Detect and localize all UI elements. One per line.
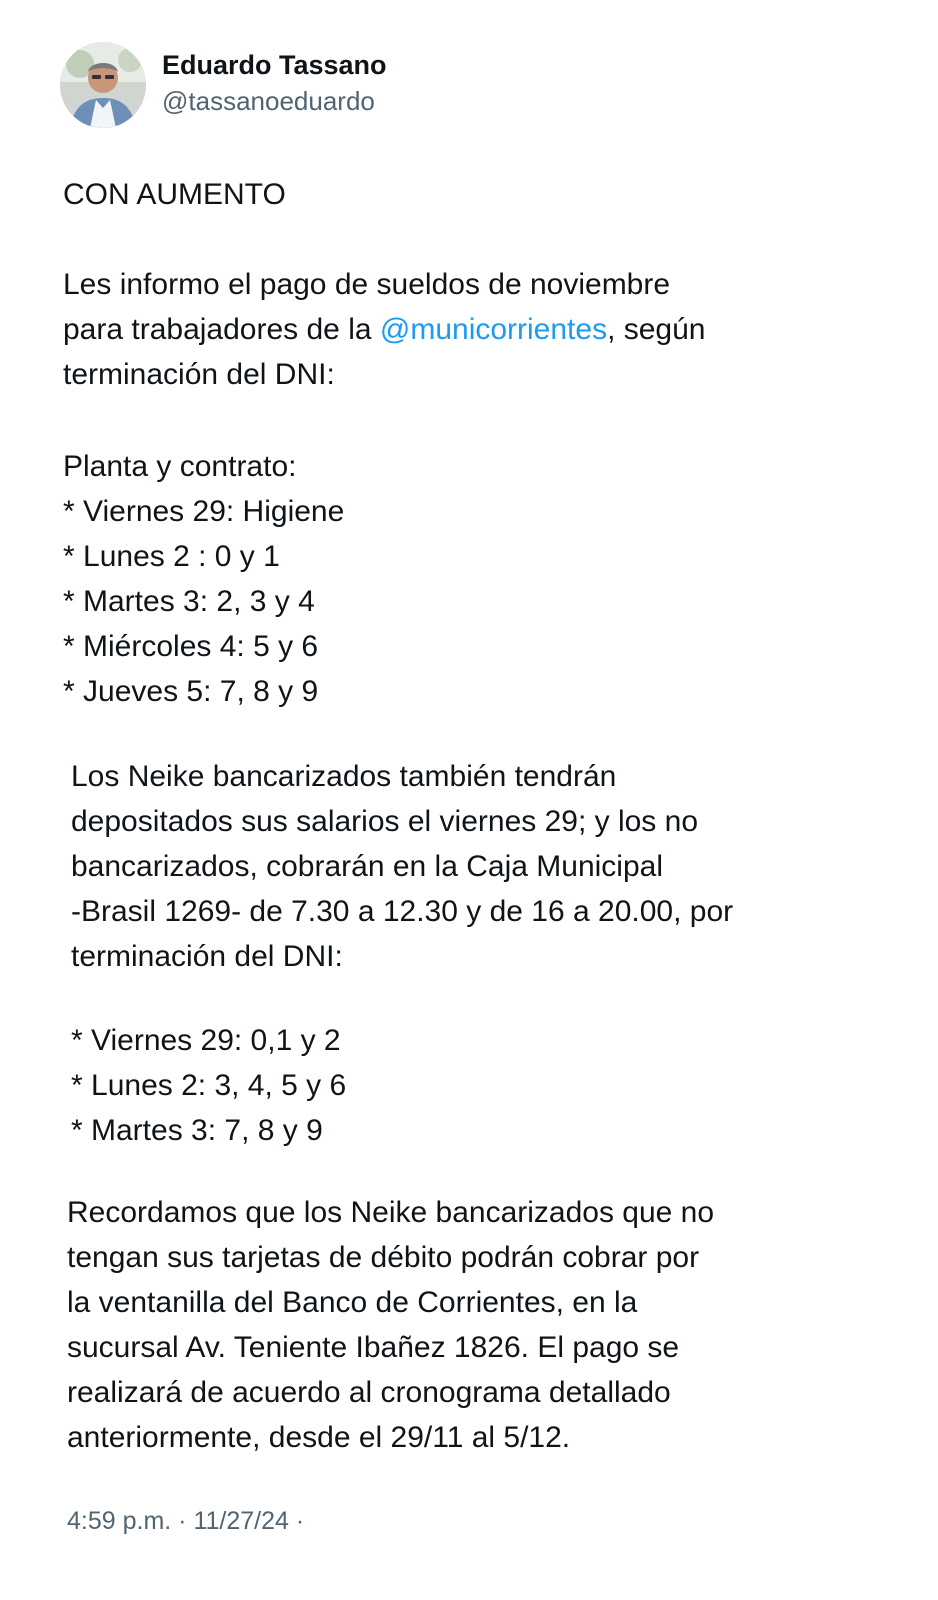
planta-title: Planta y contrato:: [63, 450, 297, 483]
intro-line-2-before: para trabajadores de la: [63, 313, 380, 346]
reminder-line: la ventanilla del Banco de Corrientes, en la: [67, 1286, 638, 1319]
tweet-timestamp[interactable]: 4:59 p.m. · 11/27/24 ·: [67, 1507, 305, 1535]
neike-line: bancarizados, cobrarán en la Caja Municipal: [71, 850, 664, 883]
neike-line: terminación del DNI:: [71, 940, 343, 973]
neike-schedule: [71, 1018, 346, 1153]
neike-line: -Brasil 1269- de 7.30 a 12.30 y de 16 a 20.00, por: [71, 895, 734, 928]
intro-line-3: terminación del DNI:: [63, 358, 335, 391]
list-item: * Jueves 5: 7, 8 y 9: [63, 675, 319, 708]
headline-line: CON AUMENTO: [63, 178, 286, 211]
reminder-line: realizará de acuerdo al cronograma detallado: [67, 1376, 671, 1409]
person-photo-icon: [60, 42, 146, 128]
list-item: * Viernes 29: 0,1 y 2: [71, 1024, 341, 1057]
avatar[interactable]: [60, 42, 146, 128]
list-item: * Viernes 29: Higiene: [63, 495, 345, 528]
tweet-intro: [63, 262, 706, 397]
planta-section: [63, 444, 344, 714]
intro-line-2: [63, 307, 706, 352]
neike-line: Los Neike bancarizados también tendrán: [71, 760, 617, 793]
list-item: * Lunes 2 : 0 y 1: [63, 540, 280, 573]
author-handle[interactable]: @tassanoeduardo: [162, 86, 375, 116]
reminder-section: [67, 1190, 714, 1460]
list-item: * Miércoles 4: 5 y 6: [63, 630, 319, 663]
intro-line-1: Les informo el pago de sueldos de noviembre: [63, 268, 671, 301]
intro-line-2-after: , según: [607, 313, 706, 346]
neike-section: [71, 754, 733, 979]
tweet-headline: [63, 172, 286, 217]
list-item: * Martes 3: 2, 3 y 4: [63, 585, 315, 618]
reminder-line: anteriormente, desde el 29/11 al 5/12.: [67, 1421, 571, 1454]
reminder-line: sucursal Av. Teniente Ibañez 1826. El pago se: [67, 1331, 680, 1364]
list-item: * Martes 3: 7, 8 y 9: [71, 1114, 323, 1147]
reminder-line: tengan sus tarjetas de débito podrán cobrar por: [67, 1241, 700, 1274]
author-display-name[interactable]: Eduardo Tassano: [162, 50, 387, 80]
list-item: * Lunes 2: 3, 4, 5 y 6: [71, 1069, 347, 1102]
mention-link[interactable]: @municorrientes: [379, 313, 608, 346]
reminder-line: Recordamos que los Neike bancarizados que no: [67, 1196, 715, 1229]
neike-line: depositados sus salarios el viernes 29; y los no: [71, 805, 699, 838]
